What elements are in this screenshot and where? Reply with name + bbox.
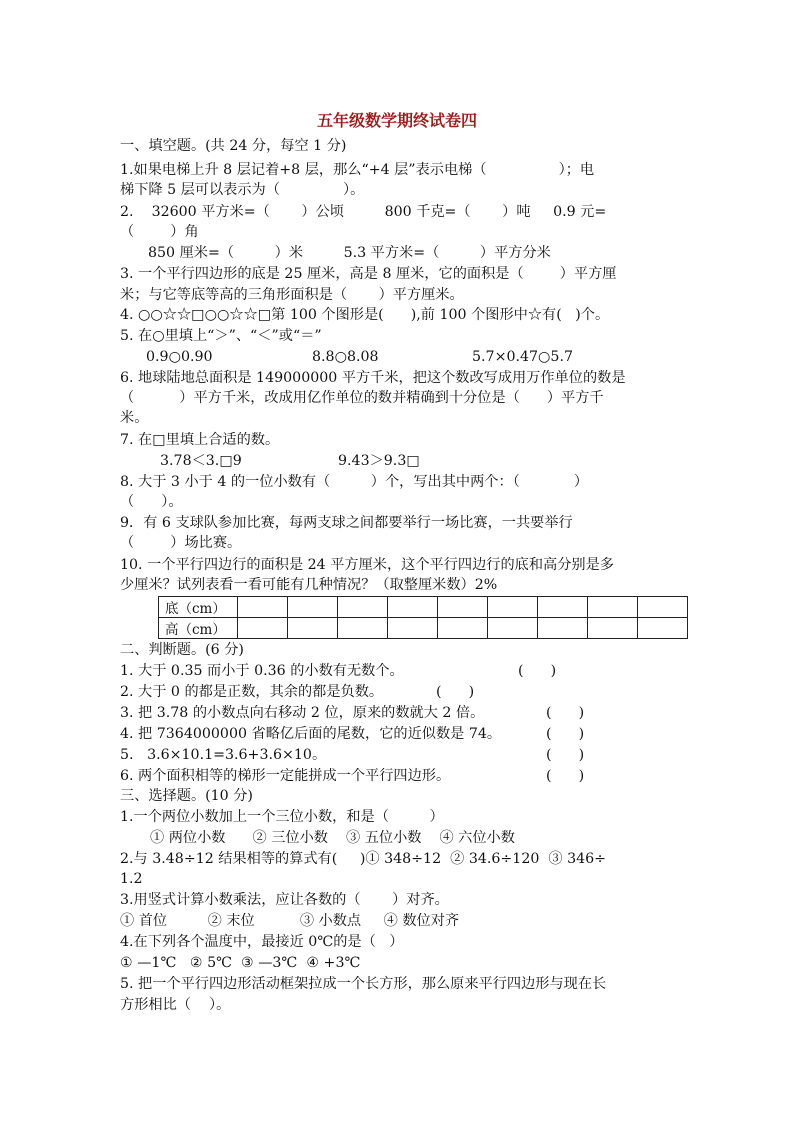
table-cell <box>588 597 638 618</box>
q2-line2: （ ）角 <box>120 224 199 240</box>
choice-q1-options: ① 两位小数 ② 三位小数 ③ 五位小数 ④ 六位小数 <box>150 830 515 846</box>
q3-line2: 米；与它等底等高的三角形面积是（ ）平方厘米。 <box>120 287 464 303</box>
judge-item-2: 2. 大于 0 的都是正数，其余的都是负数。 <box>120 684 384 700</box>
q9-line1: 9．有 6 支球队参加比赛，每两支球之间都要举行一场比赛，一共要举行 <box>120 515 573 531</box>
judge-item-6: 6. 两个面积相等的梯形一定能拼成一个平行四边形。 <box>120 768 451 784</box>
judge-answer-2: ( ) <box>436 684 475 700</box>
q6-line2: （ ）平方千米，改成用亿作单位的数并精确到十分位是（ ）平方千 <box>120 390 604 406</box>
table-label-height: 高（cm） <box>159 618 238 639</box>
choice-q5-line1: 5. 把一个平行四边形活动框架拉成一个长方形，那么原来平行四边形与现在长 <box>120 976 607 992</box>
judge-item-5: 5. 3.6×10.1=3.6+3.6×10。 <box>120 747 327 763</box>
table-cell <box>488 597 538 618</box>
q10-line2: 少厘米？试列表看一看可能有几种情况？（取整厘米数）2% <box>120 577 498 593</box>
judge-item-4: 4. 把 7364000000 省略亿后面的尾数，它的近似数是 74。 <box>120 726 502 742</box>
table-row-height <box>159 618 688 639</box>
judge-answer-1: ( ) <box>518 663 557 679</box>
q5-item-b: 8.8○8.08 <box>312 349 379 365</box>
table-row-base <box>159 597 688 618</box>
table-cell <box>588 618 638 639</box>
judge-answer-6: ( ) <box>546 768 585 784</box>
q6-line3: 米。 <box>120 410 149 426</box>
judge-answer-5: ( ) <box>546 747 585 763</box>
judge-answer-4: ( ) <box>546 726 585 742</box>
q7-item-b: 9.43＞9.3□ <box>338 453 420 469</box>
table-cell <box>238 618 288 639</box>
table-label-base: 底（cm） <box>159 597 238 618</box>
base-height-table <box>158 596 688 639</box>
q9-line2: （ ）场比赛。 <box>120 535 242 551</box>
q5-item-a: 0.9○0.90 <box>146 349 213 365</box>
q3-line1: 3. 一个平行四边形的底是 25 厘米，高是 8 厘米，它的面积是（ ）平方厘 <box>120 266 617 282</box>
choice-q2-line2: 1.2 <box>120 871 143 887</box>
section-heading-judgement: 二、判断题。(6 分) <box>120 642 244 658</box>
q2-line1: 2. 32600 平方米=（ ）公顷 800 千克=（ ）吨 0.9 元= <box>120 204 607 220</box>
table-cell <box>288 618 338 639</box>
table-cell <box>388 618 438 639</box>
table-cell <box>638 618 688 639</box>
q2-line3: 850 厘米=（ ）米 5.3 平方米=（ ）平方分米 <box>148 245 551 261</box>
choice-q1: 1.一个两位小数加上一个三位小数，和是（ ） <box>120 809 444 825</box>
q8-line2: （ ）。 <box>120 494 183 510</box>
q7-item-a: 3.78＜3.□9 <box>160 453 242 469</box>
section-heading-fill-blank: 一、填空题。(共 24 分，每空 1 分) <box>120 138 347 154</box>
q5-item-c: 5.7×0.47○5.7 <box>472 349 573 365</box>
q4-line: 4. ○○☆☆□○○☆☆□第 100 个图形是( ),前 100 个图形中☆有( )个。 <box>120 307 610 323</box>
judge-item-1: 1. 大于 0.35 而小于 0.36 的小数有无数个。 <box>120 663 404 679</box>
table-cell <box>438 618 488 639</box>
choice-q5-line2: 方形相比（ ）。 <box>120 997 231 1013</box>
q1-line1: 1.如果电梯上升 8 层记着+8 层，那么“+4 层”表示电梯（ ）；电 <box>120 162 595 178</box>
table-cell <box>338 597 388 618</box>
choice-q4-options: ① —1℃ ② 5℃ ③ —3℃ ④ +3℃ <box>120 955 361 971</box>
choice-q4: 4.在下列各个温度中，最接近 0℃的是（ ） <box>120 934 404 950</box>
choice-q3: 3.用竖式计算小数乘法，应让各数的（ ）对齐。 <box>120 892 449 908</box>
table-cell <box>638 597 688 618</box>
q6-line1: 6. 地球陆地总面积是 149000000 平方千米，把这个数改写成用万作单位的数是 <box>120 370 626 386</box>
q10-line1: 10. 一个平行四边行的面积是 24 平方厘米，这个平行四边行的底和高分别是多 <box>120 557 614 573</box>
page-title: 五年级数学期终试卷四 <box>316 111 477 130</box>
choice-q2-line1: 2.与 3.48÷12 结果相等的算式有( )① 348÷12 ② 34.6÷120 ③ 346÷ <box>120 851 607 867</box>
judge-answer-3: ( ) <box>546 705 585 721</box>
q8-line1: 8. 大于 3 小于 4 的一位小数有（ ）个，写出其中两个：（ ） <box>120 474 589 490</box>
table-cell <box>388 597 438 618</box>
q1-line2: 梯下降 5 层可以表示为（ ）。 <box>120 182 365 198</box>
table-cell <box>238 597 288 618</box>
table-cell <box>538 597 588 618</box>
table-cell <box>288 597 338 618</box>
table-cell <box>488 618 538 639</box>
table-cell <box>438 597 488 618</box>
table-cell <box>338 618 388 639</box>
choice-q3-options: ① 首位 ② 末位 ③ 小数点 ④ 数位对齐 <box>120 913 460 929</box>
judge-item-3: 3. 把 3.78 的小数点向右移动 2 位，原来的数就大 2 倍。 <box>120 705 485 721</box>
section-heading-choice: 三、选择题。(10 分) <box>120 788 253 804</box>
table-cell <box>538 618 588 639</box>
q7-line1: 7. 在□里填上合适的数。 <box>120 432 280 448</box>
q5-line1: 5. 在○里填上“＞”、“＜”或“＝” <box>120 328 322 344</box>
